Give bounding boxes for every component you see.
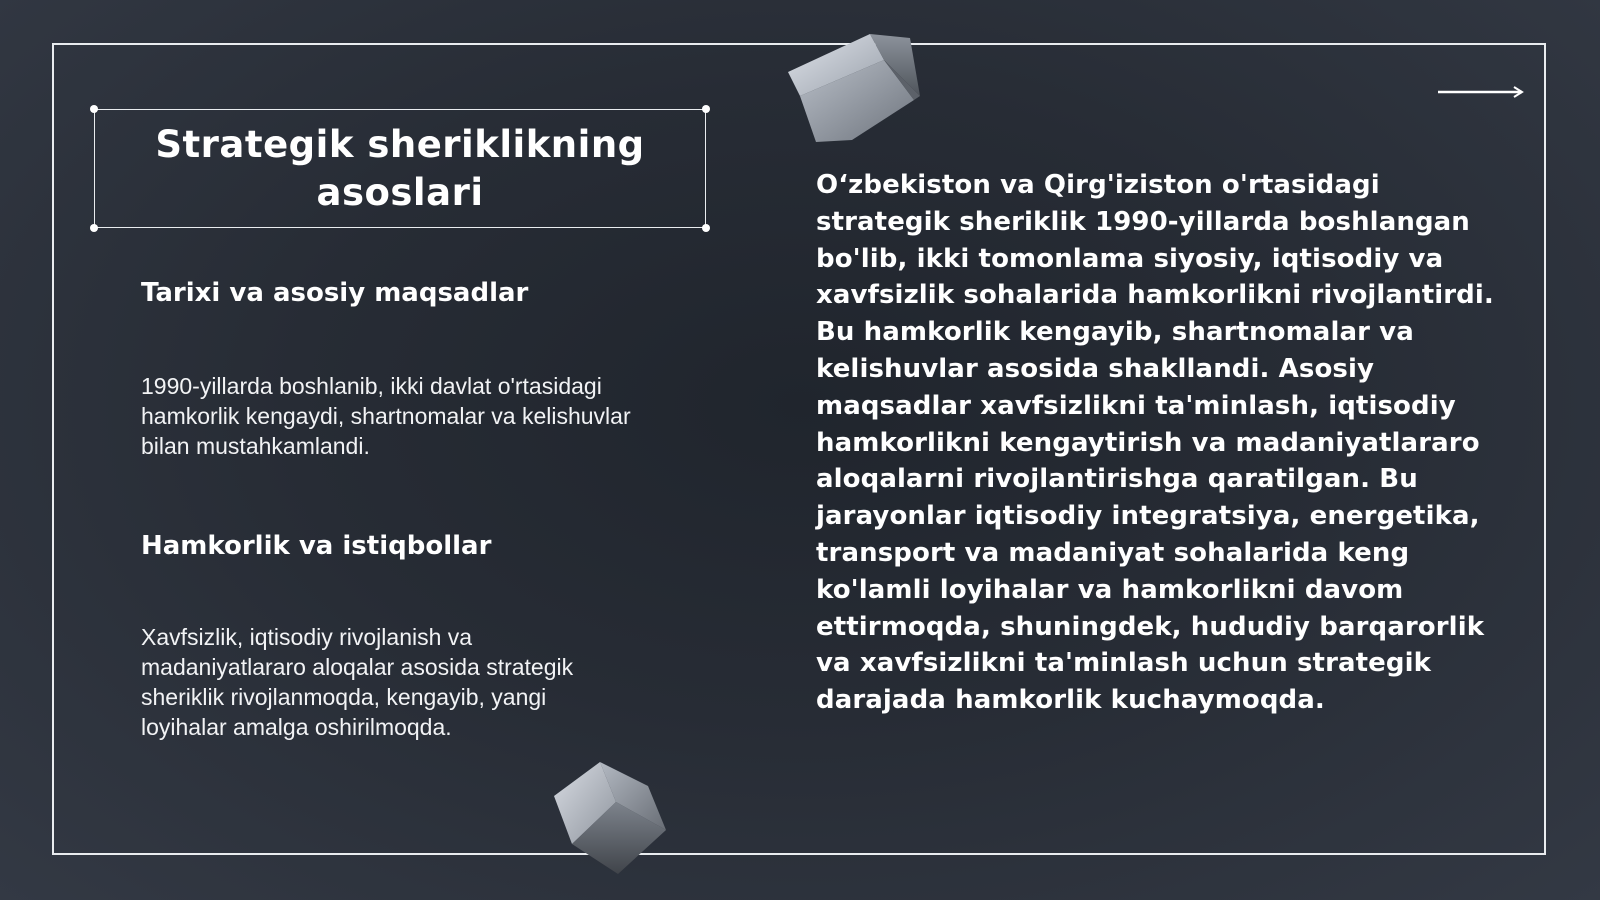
corner-dot (702, 224, 710, 232)
cube-icon (786, 30, 922, 144)
section-heading-cooperation: Hamkorlik va istiqbollar (141, 531, 492, 561)
corner-dot (90, 224, 98, 232)
section-heading-history: Tarixi va asosiy maqsadlar (141, 278, 529, 308)
section-text-history: 1990-yillarda boshlanib, ikki davlat o'rtasidagi hamkorlik kengaydi, shartnomalar va kelishuvlar bilan mustahkamlandi. (141, 373, 631, 459)
title-box (94, 109, 706, 228)
cube-icon (552, 760, 670, 876)
corner-dot (90, 105, 98, 113)
arrow-right-icon (1438, 84, 1526, 100)
page-title: Strategik sheriklikning asoslari (155, 122, 645, 214)
body-text: O‘zbekiston va Qirg'iziston o'rtasidagi strategik sheriklik 1990-yillarda boshlangan bo'lib, ikki tomonlama siyosiy, iqtisodiy va xavfsizlik sohalarida hamkorlikni rivojlantirdi. Bu hamkorlik kengayib, shartnomalar va kelishuvlar asosida shakllandi. Asosiy maqsadlar xavfsizlikni ta'minlash, iqtisodiy hamkorlikni kengaytirish va madaniyatlararo aloqalarni rivojlantirishga qaratilgan. Bu jarayonlar iqtisodiy integratsiya, energetika, transport va madaniyat sohalarida keng ko'lamli loyihalar va hamkorlikni davom ettirmoqda, shuningdek, hududiy barqarorlik va xavfsizlikni ta'minlash uchun strategik darajada hamkorlik kuchaymoqda. (816, 170, 1494, 716)
corner-dot (702, 105, 710, 113)
section-text-cooperation: Xavfsizlik, iqtisodiy rivojlanish va madaniyatlararo aloqalar asosida strategik sheriklik rivojlanmoqda, kengayib, yangi loyihalar amalga oshirilmoqda. (141, 624, 574, 740)
